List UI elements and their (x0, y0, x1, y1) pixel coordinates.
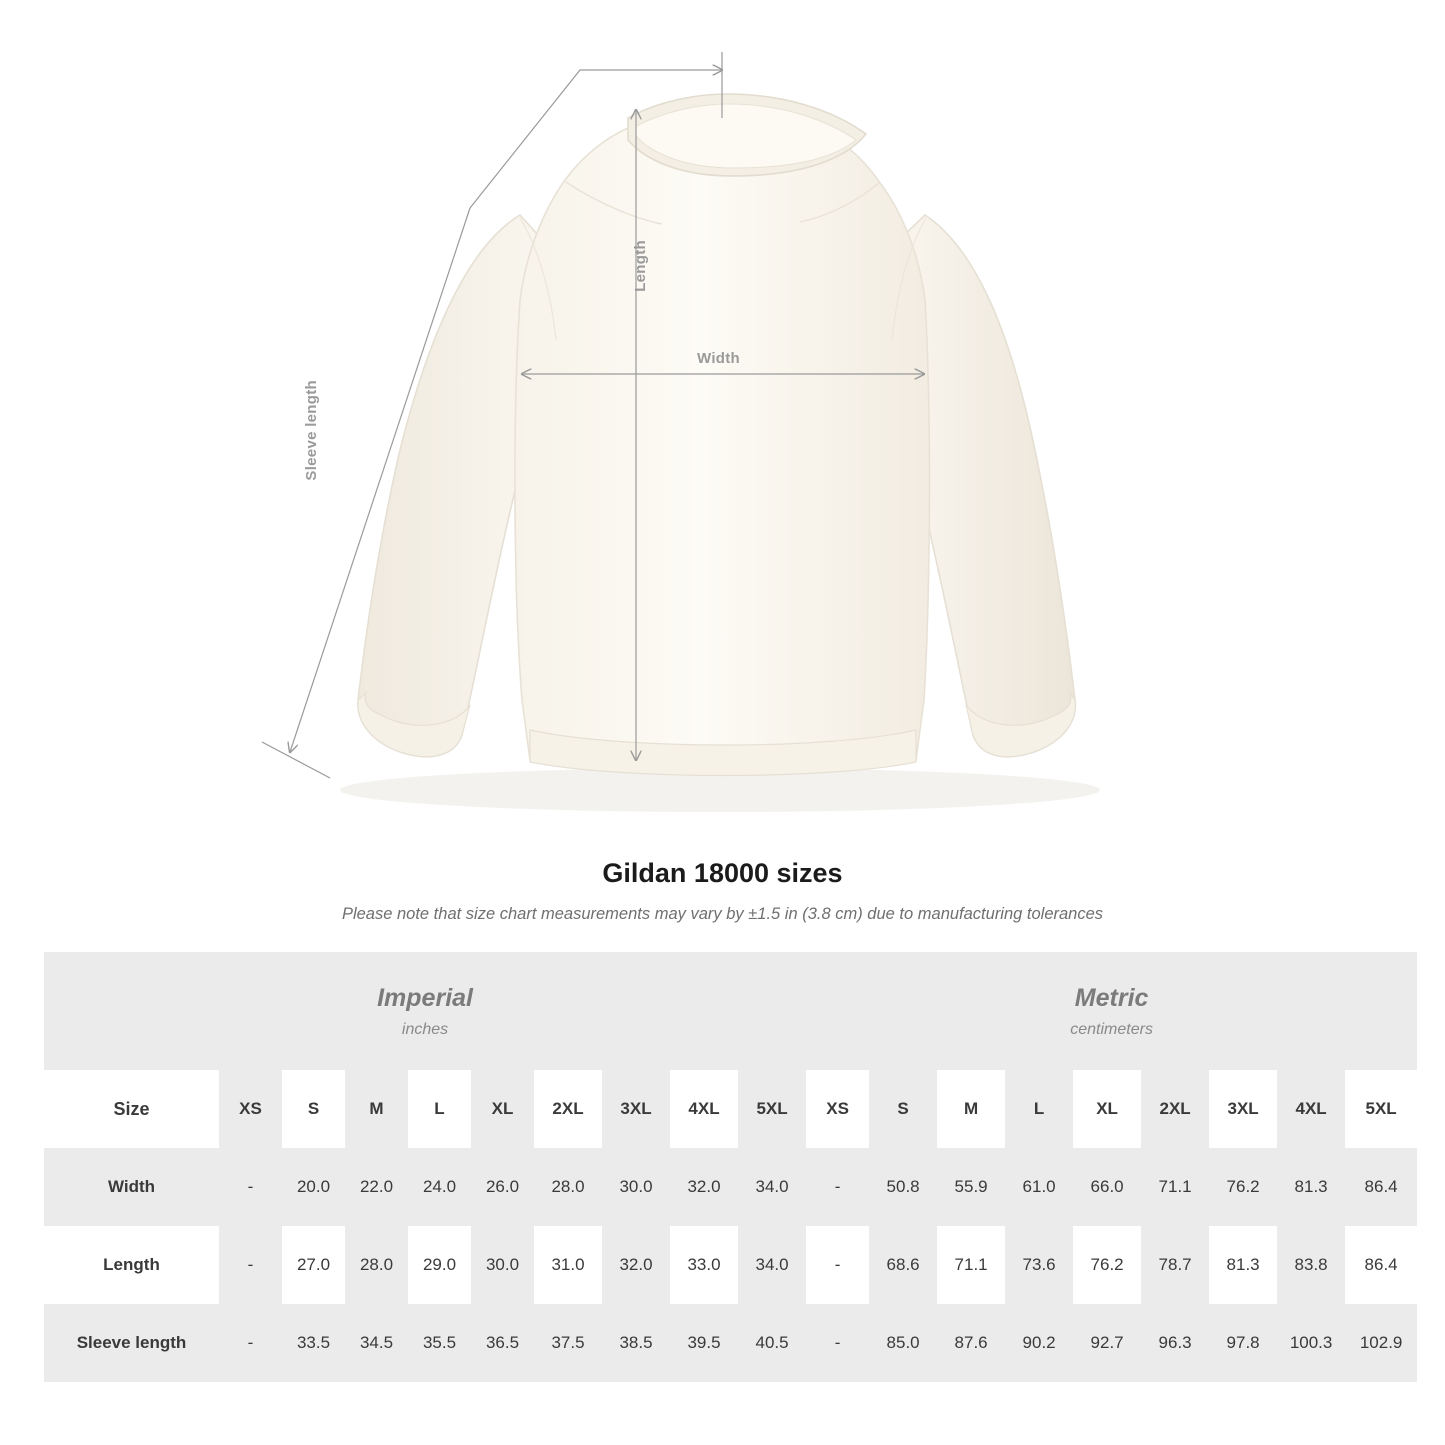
length-metric-4xl: 83.8 (1277, 1226, 1345, 1304)
sleeve-imperial-l: 35.5 (422, 1333, 457, 1352)
size-chart-table (44, 952, 1417, 1382)
length-dimension-label: Length (632, 240, 649, 292)
row-label-sleeve-length: Sleeve length (44, 1304, 219, 1382)
sleeve-metric-s: 85.0 (886, 1333, 920, 1352)
length-metric-xs: - (834, 1255, 841, 1274)
header-metric-3xl: 3XL (1227, 1099, 1259, 1118)
header-imperial-3xl: 3XL (602, 1070, 670, 1148)
row-label-width: Width (44, 1148, 219, 1226)
length-imperial-4xl: 33.0 (687, 1255, 721, 1274)
width-imperial-3xl: 30.0 (619, 1177, 653, 1196)
header-imperial-xl: XL (471, 1070, 534, 1148)
sleeve-imperial-4xl: 39.5 (687, 1333, 721, 1352)
width-metric-4xl: 81.3 (1294, 1177, 1328, 1196)
imperial-group-header (44, 952, 806, 1070)
length-imperial-xs: - (219, 1226, 282, 1304)
header-imperial-xs: XS (219, 1070, 282, 1148)
unit-band-row (44, 952, 1417, 1070)
length-imperial-m: 28.0 (345, 1226, 408, 1304)
length-metric-xl: 76.2 (1090, 1255, 1124, 1274)
header-imperial-5xl: 5XL (738, 1070, 806, 1148)
sleeve-imperial-s: 33.5 (296, 1333, 331, 1352)
header-imperial-2xl: 2XL (552, 1099, 584, 1118)
width-metric-xl: 66.0 (1090, 1177, 1124, 1196)
table-row-width (44, 1148, 1417, 1226)
table-row-sleeve-length (44, 1304, 1417, 1382)
header-imperial-l: L (434, 1099, 445, 1118)
metric-group-unit: centimeters (1070, 1020, 1153, 1038)
sleeve-metric-xl: 92.7 (1090, 1333, 1124, 1352)
sleeve-metric-m: 87.6 (954, 1333, 988, 1352)
sleeve-imperial-5xl: 40.5 (755, 1333, 789, 1352)
sleeve-imperial-xl: 36.5 (485, 1333, 520, 1352)
header-metric-2xl: 2XL (1141, 1070, 1209, 1148)
sleeve-length-dimension-label: Sleeve length (303, 380, 320, 481)
width-dimension-label: Width (697, 350, 741, 367)
length-imperial-5xl: 34.0 (738, 1226, 806, 1304)
sleeve-imperial-3xl: 38.5 (619, 1333, 653, 1352)
length-metric-3xl: 81.3 (1226, 1255, 1260, 1274)
length-imperial-3xl: 32.0 (602, 1226, 670, 1304)
length-imperial-xl: 30.0 (471, 1226, 534, 1304)
width-imperial-xl: 26.0 (485, 1177, 520, 1196)
sleeve-imperial-2xl: 37.5 (551, 1333, 585, 1352)
sleeve-metric-4xl: 100.3 (1289, 1333, 1333, 1352)
width-metric-3xl: 76.2 (1226, 1177, 1260, 1196)
table-row-length (44, 1226, 1417, 1304)
width-imperial-l: 24.0 (422, 1177, 457, 1196)
width-imperial-4xl: 32.0 (687, 1177, 721, 1196)
imperial-group-name: Imperial (377, 984, 473, 1013)
size-chart-table-wrapper (44, 952, 1401, 1382)
length-metric-2xl: 78.7 (1141, 1226, 1209, 1304)
sleeve-metric-xs: - (834, 1333, 841, 1352)
width-imperial-xs: - (247, 1177, 254, 1196)
width-imperial-s: 20.0 (296, 1177, 331, 1196)
sleeve-metric-3xl: 97.8 (1226, 1333, 1260, 1352)
header-metric-s: S (869, 1070, 937, 1148)
width-metric-l: 61.0 (1022, 1177, 1056, 1196)
width-imperial-m: 22.0 (359, 1177, 394, 1196)
sleeve-imperial-m: 34.5 (359, 1333, 394, 1352)
size-header-row (44, 1070, 1417, 1148)
header-metric-l: L (1005, 1070, 1073, 1148)
header-metric-xl: XL (1096, 1099, 1118, 1118)
width-imperial-2xl: 28.0 (551, 1177, 585, 1196)
metric-group-header (806, 952, 1417, 1070)
header-metric-xs: XS (826, 1099, 849, 1118)
length-imperial-l: 29.0 (422, 1255, 457, 1274)
tolerance-note: Please note that size chart measurements may vary by ±1.5 in (3.8 cm) due to manufacturing tolerances (341, 905, 1104, 923)
length-metric-l: 73.6 (1005, 1226, 1073, 1304)
width-metric-s: 50.8 (886, 1177, 920, 1196)
length-metric-5xl: 86.4 (1364, 1255, 1398, 1274)
metric-group-name: Metric (1074, 984, 1149, 1013)
width-metric-2xl: 71.1 (1158, 1177, 1192, 1196)
header-metric-m: M (964, 1099, 979, 1118)
length-imperial-s: 27.0 (296, 1255, 331, 1274)
row-label-length: Length (44, 1226, 219, 1304)
sleeve-imperial-xs: - (247, 1333, 254, 1352)
header-imperial-m: M (345, 1070, 408, 1148)
header-imperial-4xl: 4XL (688, 1099, 720, 1118)
page-title: Gildan 18000 sizes (602, 858, 843, 888)
width-metric-5xl: 86.4 (1364, 1177, 1398, 1196)
sleeve-metric-5xl: 102.9 (1359, 1333, 1403, 1352)
header-metric-5xl: 5XL (1365, 1099, 1397, 1118)
width-metric-m: 55.9 (954, 1177, 988, 1196)
header-metric-4xl: 4XL (1277, 1070, 1345, 1148)
imperial-group-unit: inches (401, 1020, 449, 1038)
width-imperial-5xl: 34.0 (755, 1177, 789, 1196)
header-size-label: Size (44, 1070, 219, 1148)
length-metric-m: 71.1 (954, 1255, 988, 1274)
length-metric-s: 68.6 (869, 1226, 937, 1304)
width-metric-xs: - (834, 1177, 841, 1196)
header-imperial-s: S (307, 1099, 320, 1118)
sleeve-metric-2xl: 96.3 (1158, 1333, 1192, 1352)
sleeve-metric-l: 90.2 (1022, 1333, 1056, 1352)
length-imperial-2xl: 31.0 (551, 1255, 585, 1274)
